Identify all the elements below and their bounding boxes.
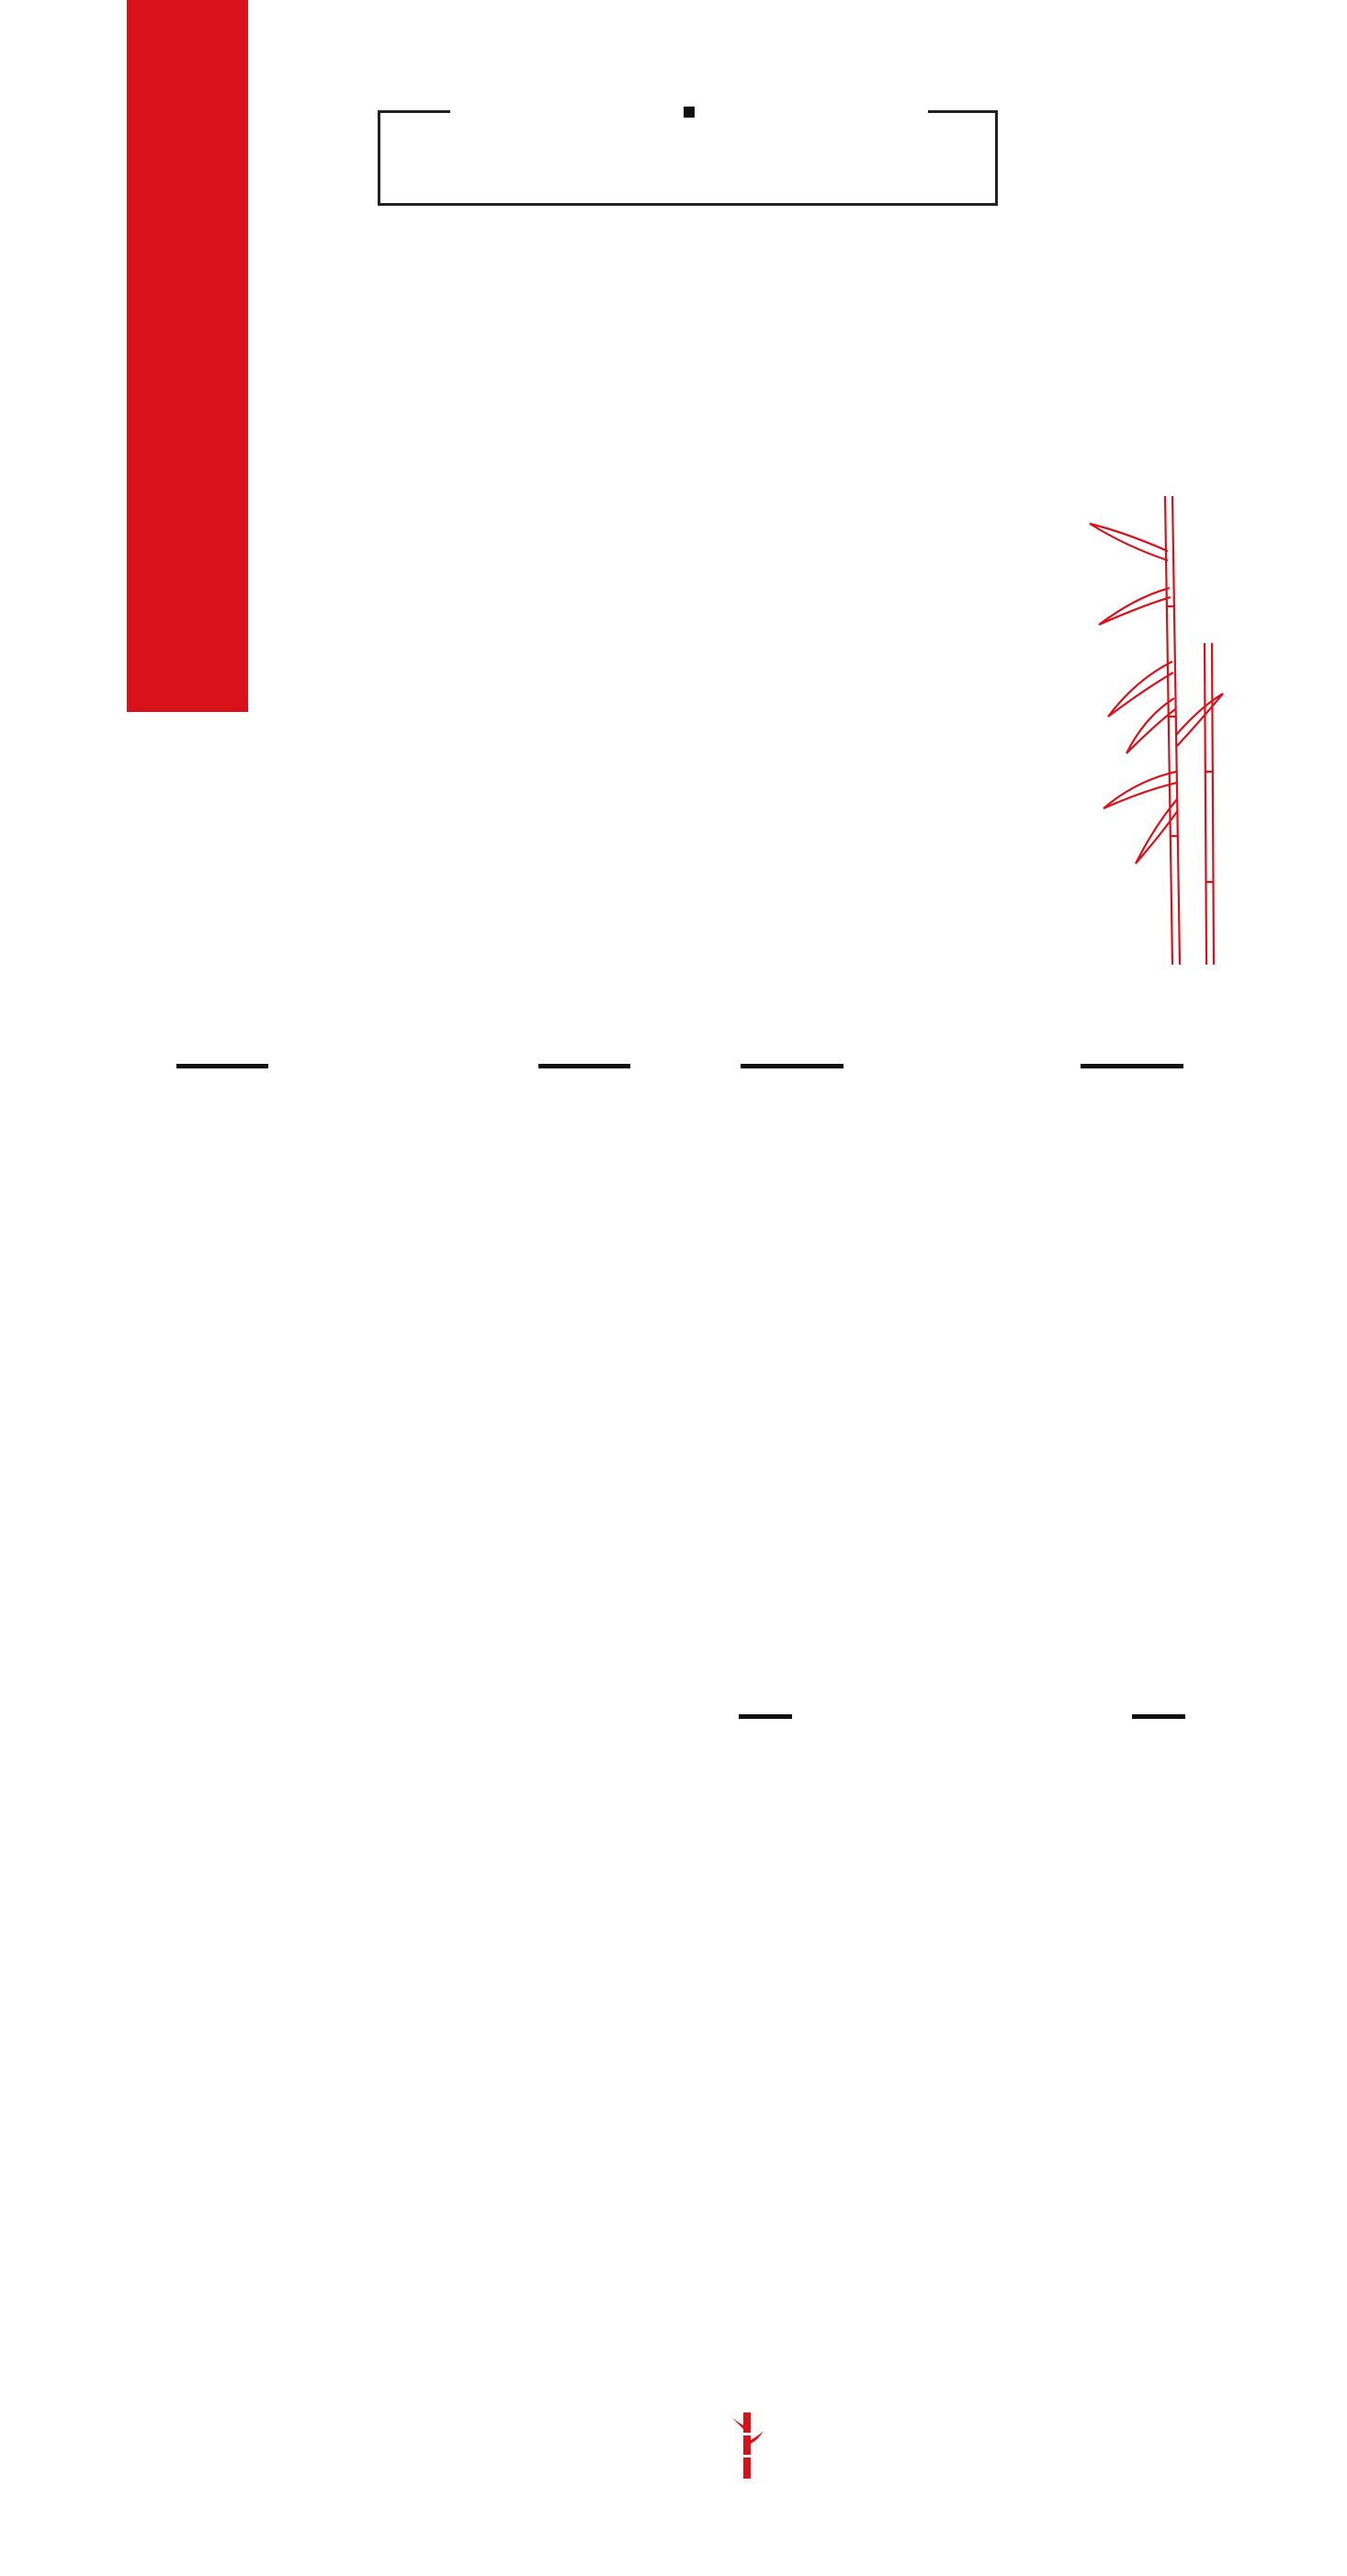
rollos-rule-right: [538, 1064, 630, 1068]
square-bullet-icon: [684, 107, 695, 118]
conos-heading: [843, 1036, 1081, 1053]
nigiri-heading: [798, 1687, 1128, 1722]
rollos-subtitle: [129, 1101, 680, 1135]
bamboo-icon: [730, 2412, 764, 2479]
conos-rule-right: [1081, 1064, 1183, 1068]
conos-subtitle: [698, 1101, 1231, 1135]
nigiri-rule-left: [739, 1714, 792, 1719]
nigiri-rule-right: [1132, 1714, 1185, 1719]
kushiague-line: [380, 145, 996, 183]
brand-banner: [127, 0, 248, 712]
rollos-heading: [268, 1036, 538, 1053]
appetizer-heading: [450, 90, 928, 135]
bamboo-illustration: [1081, 496, 1228, 965]
conos-rule-left: [741, 1064, 843, 1068]
rollos-rule-left: [176, 1064, 268, 1068]
